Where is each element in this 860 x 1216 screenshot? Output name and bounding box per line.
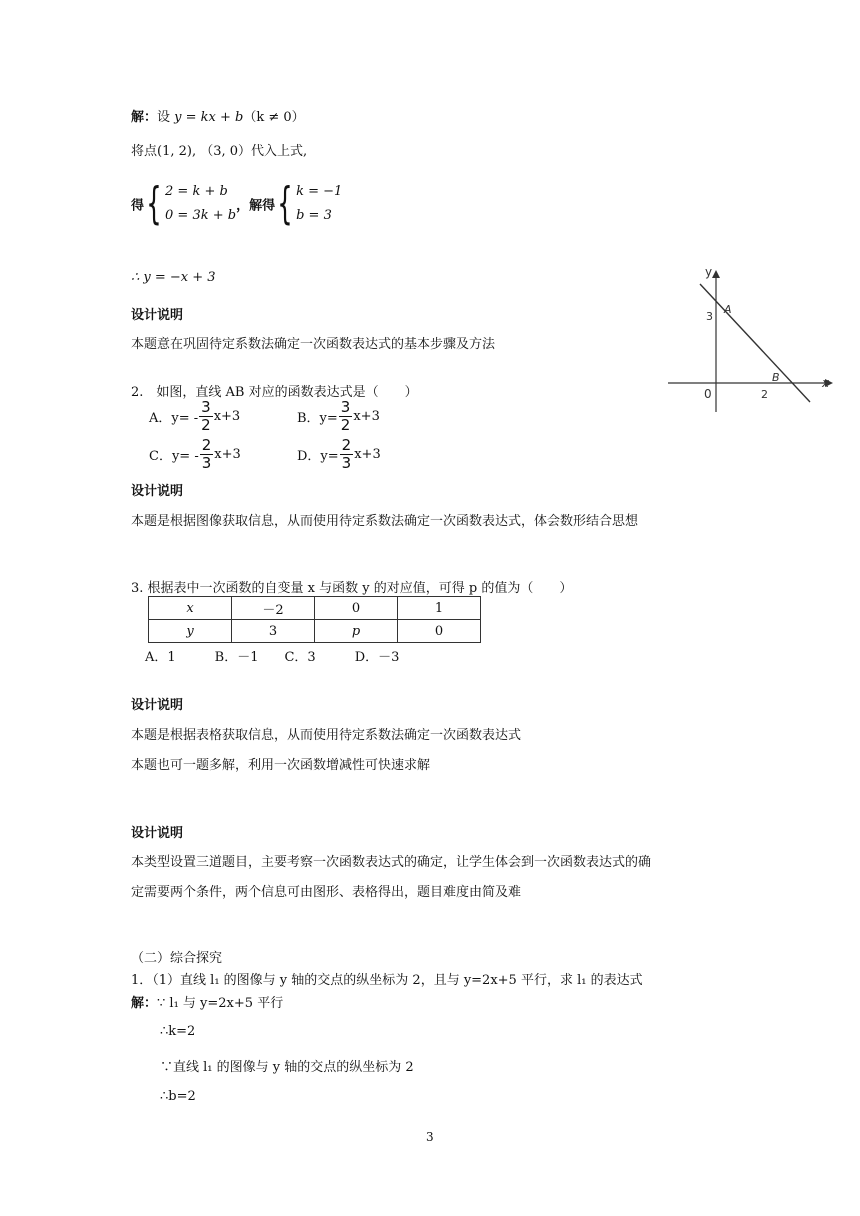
table-cell: 0 bbox=[398, 620, 481, 643]
point-b-label: B bbox=[772, 371, 780, 384]
table-row bbox=[149, 597, 481, 620]
option-b-label: B．y= bbox=[297, 411, 338, 426]
option-d-label: D．y= bbox=[297, 449, 339, 464]
note3-line2: 本题也可一题多解，利用一次函数增减性可快速求解 bbox=[131, 758, 431, 773]
conclusion-1: ∴ y = −x + 3 bbox=[131, 270, 216, 285]
left-brace-icon: { bbox=[146, 178, 162, 229]
note1-heading: 设计说明 bbox=[131, 308, 184, 323]
note1-text: 本题意在巩固待定系数法确定一次函数表达式的基本步骤及方法 bbox=[131, 337, 496, 352]
line-graph bbox=[660, 262, 840, 427]
y-tick-label: 3 bbox=[706, 310, 713, 323]
option-a-label: A．y= - bbox=[149, 411, 199, 426]
note3-heading: 设计说明 bbox=[131, 698, 184, 713]
y-axis-arrow-icon bbox=[712, 270, 720, 278]
section2-question: 1．（1）直线 l₁ 的图像与 y 轴的交点的纵坐标为 2，且与 y=2x+5 平行，求 l₁ 的表达式 bbox=[131, 973, 643, 988]
section2-solution-line3: ∵直线 l₁ 的图像与 y 轴的交点的纵坐标为 2 bbox=[160, 1060, 414, 1075]
q2-option-c bbox=[149, 438, 241, 471]
section2-solution-first bbox=[131, 992, 283, 1011]
table-cell: x bbox=[149, 597, 232, 620]
table-row bbox=[149, 620, 481, 643]
equation-system-line bbox=[131, 180, 342, 228]
page-number: 3 bbox=[426, 1130, 434, 1144]
q3-options: A．1 B．－1 C．3 D．－3 bbox=[145, 650, 400, 665]
q2-stem: 2. 如图，直线 AB 对应的函数表达式是（ ） bbox=[131, 385, 418, 400]
option-a-numerator: 3 bbox=[201, 398, 211, 416]
table-cell: 3 bbox=[232, 620, 315, 643]
option-c-tail: x+3 bbox=[214, 447, 241, 462]
solve-label: ，解得 bbox=[236, 198, 276, 214]
solution-label: 解： bbox=[131, 110, 158, 125]
option-c-label: C．y= - bbox=[149, 449, 199, 464]
point-a-label: A bbox=[724, 303, 732, 316]
option-c-numerator: 2 bbox=[201, 436, 212, 454]
q3-stem: 3. 根据表中一次函数的自变量 x 与函数 y 的对应值，可得 p 的值为（ ） bbox=[131, 581, 573, 596]
section2-solution-line1: ∵ l₁ 与 y=2x+5 平行 bbox=[157, 996, 284, 1011]
q2-option-d bbox=[297, 438, 381, 471]
equation-2: 0 = 3k + b bbox=[165, 208, 237, 223]
setup-prefix: 设 bbox=[157, 110, 175, 125]
x-axis-label: x bbox=[822, 376, 830, 390]
option-a-tail: x+3 bbox=[213, 409, 241, 424]
table-cell: 0 bbox=[315, 597, 398, 620]
table-cell: －2 bbox=[232, 597, 315, 620]
option-c-denominator: 3 bbox=[201, 454, 212, 472]
note3-line1: 本题是根据表格获取信息，从而使用待定系数法确定一次函数表达式 bbox=[131, 728, 522, 743]
note2-heading: 设计说明 bbox=[131, 484, 184, 499]
y-axis-label: y bbox=[705, 265, 713, 279]
table-cell: 1 bbox=[398, 597, 481, 620]
option-b-numerator: 3 bbox=[340, 398, 351, 416]
note4-line2: 定需要两个条件，两个信息可由图形、表格得出，题目难度由简及难 bbox=[131, 885, 522, 900]
note4-heading: 设计说明 bbox=[131, 826, 184, 841]
note2-text: 本题是根据图像获取信息，从而使用待定系数法确定一次函数表达式，体会数形结合思想 bbox=[131, 514, 639, 529]
result-1: k = −1 bbox=[296, 184, 343, 199]
section2-solution-label: 解： bbox=[131, 996, 158, 1011]
left-brace-icon: { bbox=[277, 178, 293, 229]
option-d-tail: x+3 bbox=[354, 447, 381, 462]
substitute-line: 将点(1, 2), （3, 0）代入上式, bbox=[131, 144, 308, 159]
table-cell: p bbox=[315, 620, 398, 643]
table-cell: y bbox=[149, 620, 232, 643]
q2-option-b bbox=[297, 400, 380, 433]
setup-equation: y = kx + b bbox=[174, 110, 244, 125]
section2-title: （二）综合探究 bbox=[131, 951, 223, 966]
x-tick-label: 2 bbox=[761, 388, 768, 401]
get-label: 得 bbox=[131, 198, 145, 214]
option-b-tail: x+3 bbox=[353, 409, 380, 424]
option-d-numerator: 2 bbox=[341, 436, 352, 454]
section2-solution-line2: ∴k=2 bbox=[160, 1024, 196, 1039]
equation-1: 2 = k + b bbox=[165, 184, 228, 199]
solution-setup bbox=[131, 106, 305, 125]
option-d-denominator: 3 bbox=[341, 454, 352, 472]
option-a-denominator: 2 bbox=[201, 416, 211, 434]
note4-line1: 本类型设置三道题目，主要考察一次函数表达式的确定，让学生体会到一次函数表达式的确 bbox=[131, 855, 652, 870]
section2-solution-line4: ∴b=2 bbox=[160, 1089, 196, 1104]
value-table bbox=[148, 596, 481, 643]
option-b-denominator: 2 bbox=[340, 416, 351, 434]
q2-option-a bbox=[149, 400, 240, 433]
setup-condition: （k ≠ 0） bbox=[243, 110, 305, 125]
origin-label: 0 bbox=[704, 387, 712, 401]
result-2: b = 3 bbox=[296, 208, 332, 223]
